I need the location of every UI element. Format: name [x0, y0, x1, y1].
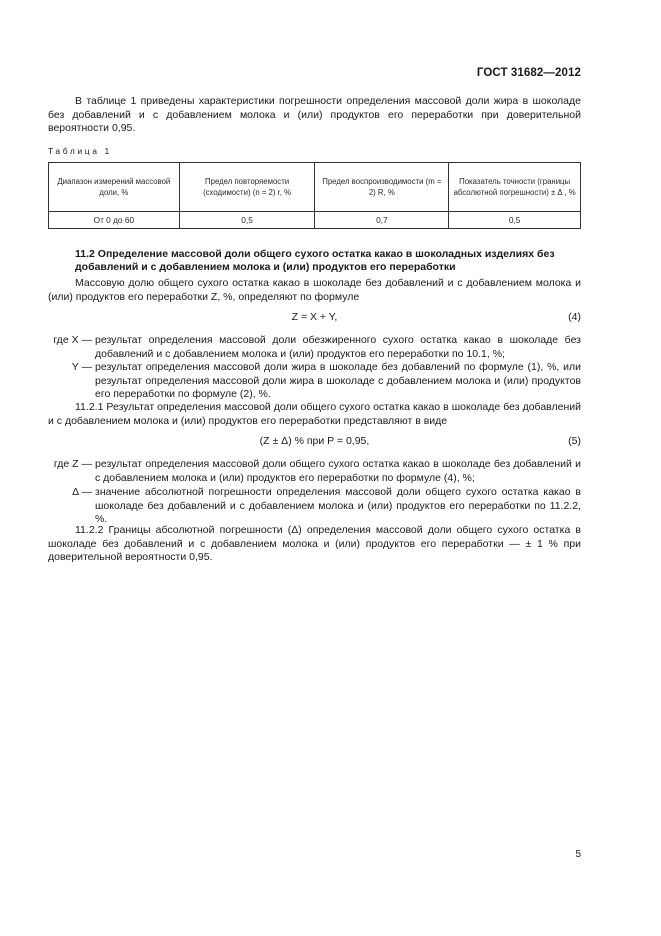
- formula-number: (5): [568, 435, 581, 447]
- intro-paragraph: В таблице 1 приведены характеристики погрешности определения массовой доли жира в шоколаде без добавлений и с добавлением молока и (или) продуктов его переработки при доверительной вероятности 0,95.: [48, 95, 581, 135]
- table-header-cell: Диапазон измерений массовой доли, %: [49, 163, 180, 212]
- definition-text: результат определения массовой доли обезжиренного сухого остатка какао в шоколаде без добавлений и с добавлением молока и (или) продуктов его переработки по 10.1, %;: [95, 334, 581, 360]
- table-cell: 0,5: [179, 212, 315, 229]
- table-header-cell: Предел воспроизводимости (m = 2) R, %: [315, 163, 449, 212]
- paragraph-11-2-1: 11.2.1 Результат определения массовой доли общего сухого остатка какао в шоколаде без добавлений и с добавлением молока и (или) продуктов его переработки представляют в виде: [48, 401, 581, 427]
- definition-text: результат определения массовой доли жира в шоколаде без добавлений по формуле (1), %, или результат определения массовой доли жира в шоколаде с добавлением молока и (или) продуктов его переработки по формуле (2), %.: [95, 361, 581, 401]
- paragraph-11-2-2: 11.2.2 Границы абсолютной погрешности (Δ) определения массовой доли общего сухого остатка в шоколаде без добавлений и с добавлением молока и (или) продуктов его переработки — ± 1 % при доверительной вероятности 0,95.: [48, 524, 581, 564]
- definition-term: Δ —: [72, 486, 92, 498]
- table-row: [49, 212, 581, 229]
- formula-expression: Z = X + Y,: [291, 311, 338, 323]
- table-cell: От 0 до 60: [49, 212, 180, 229]
- table-cell: 0,7: [315, 212, 449, 229]
- definition-text: значение абсолютной погрешности определения массовой доли общего сухого остатка какао в шоколаде без добавлений и с добавлением молока и (или) продуктов его переработки по 11.2.2, %.: [95, 486, 581, 526]
- table-header-cell: Предел повторяемости (сходимости) (n = 2) r, %: [179, 163, 315, 212]
- standard-header: ГОСТ 31682—2012: [476, 67, 581, 79]
- definition-term: где Z —: [53, 458, 92, 470]
- formula-expression: (Z ± Δ) % при P = 0,95,: [259, 435, 370, 447]
- table-cell: 0,5: [449, 212, 581, 229]
- section-heading-11-2: 11.2 Определение массовой доли общего сухого остатка какао в шоколадных изделиях без добавлений и с добавлением молока и (или) продуктов его переработки: [75, 248, 555, 274]
- formula-number: (4): [568, 311, 581, 323]
- table-header-cell: Показатель точности (границы абсолютной погрешности) ± Δ , %: [449, 163, 581, 212]
- definition-text: результат определения массовой доли общего сухого остатка какао в шоколаде без добавлений и с добавлением молока и (или) продуктов его переработки по формуле (4), %;: [95, 458, 581, 484]
- table-caption: Таблица 1: [48, 146, 112, 156]
- section-paragraph: Массовую долю общего сухого остатка какао в шоколаде без добавлений и с добавлением молока и (или) продуктов его переработки Z, %, определяют по формуле: [48, 277, 581, 303]
- definition-term: где X —: [53, 334, 92, 346]
- table-header-row: [49, 163, 581, 212]
- table-1: [48, 162, 581, 229]
- definition-term: Y —: [71, 361, 92, 373]
- page-number: 5: [575, 849, 581, 860]
